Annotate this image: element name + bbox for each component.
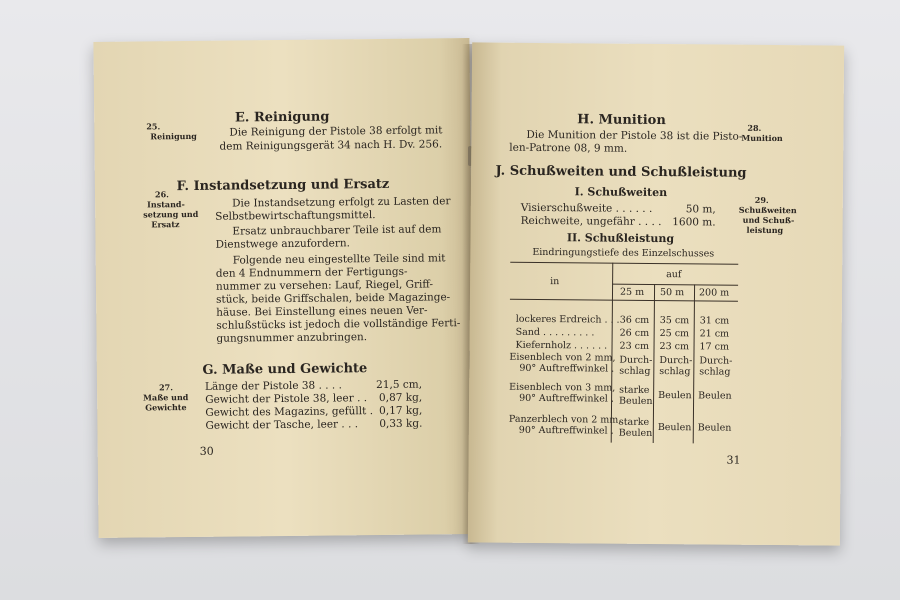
page-number-right: 31 — [726, 453, 741, 467]
table-header-in: in — [550, 276, 560, 288]
table-cell: 26 cm — [619, 327, 650, 339]
dimensions-label: Länge der Pistole 38 . . . . — [204, 379, 342, 393]
table-header-auf: auf — [666, 269, 682, 281]
dimensions-value: 21,5 cm, — [376, 378, 423, 392]
table-header-distance: 50 m — [659, 287, 685, 299]
section-g-side-label: Maße und — [143, 392, 189, 403]
section-f-line: nummer zu versehen: Lauf, Riegel, Griff- — [215, 278, 434, 293]
table-header-distance: 25 m — [619, 286, 645, 298]
table-row-label: Panzerblech von 2 mm, — [508, 413, 622, 426]
section-f-side-label: Instand- — [147, 199, 185, 210]
section-g-side-number: 27. — [158, 382, 174, 393]
range-value: 1600 m. — [672, 216, 716, 229]
table-header-distance: 200 m — [698, 287, 730, 299]
table-cell: Beulen — [618, 427, 653, 439]
section-f-line: Folgende neu eingestellte Teile sind mit — [232, 252, 446, 267]
table-cell: 25 cm — [659, 328, 690, 340]
subsection-schussleistung-heading: II. Schußleistung — [566, 231, 675, 246]
dimensions-label: Gewicht der Pistole 38, leer . . — [205, 392, 368, 406]
table-caption: Eindringungstiefe des Einzelschusses — [532, 246, 715, 260]
section-j-side-number: 29. — [754, 194, 769, 205]
section-f-side-label: Ersatz — [151, 219, 180, 230]
section-f-line: Dienstwege anzufordern. — [215, 237, 351, 251]
dimensions-label: Gewicht des Magazins, gefüllt . — [205, 405, 374, 419]
table-cell: 36 cm — [619, 314, 650, 326]
section-g-heading: G. Maße und Gewichte — [202, 361, 368, 378]
section-f-line: gungsnummer anzubringen. — [216, 331, 368, 345]
table-row-label: Eisenblech von 2 mm, — [509, 351, 616, 364]
subsection-schussweiten-heading: I. Schußweiten — [574, 185, 668, 200]
table-cell: 21 cm — [699, 328, 730, 340]
page-number-left: 30 — [199, 444, 214, 458]
section-h-side-number: 28. — [747, 122, 762, 133]
table-cell: Beulen — [697, 422, 732, 434]
left-page — [93, 38, 474, 538]
section-e-side-label: Reinigung — [150, 130, 197, 142]
section-f-line: Selbstbewirtschaftungsmittel. — [215, 209, 376, 223]
dimensions-value: 0,33 kg. — [379, 417, 423, 431]
table-cell: 35 cm — [659, 315, 690, 327]
section-e-line: Die Reinigung der Pistole 38 erfolgt mit — [229, 124, 443, 139]
table-cell: Durch- — [619, 354, 653, 366]
dimensions-value: 0,17 kg, — [379, 404, 423, 418]
table-cell: Durch- — [659, 355, 693, 367]
table-rule-top — [510, 262, 738, 265]
table-row-label: Kiefernholz . . . . . . — [515, 339, 608, 352]
dimensions-value: 0,87 kg, — [378, 391, 423, 405]
table-cell: schlag — [699, 366, 731, 378]
dimensions-label: Gewicht der Tasche, leer . . . — [205, 418, 359, 432]
section-h-heading: H. Munition — [577, 112, 666, 129]
section-j-side-label: Schußweiten — [738, 204, 797, 216]
section-j-side-label: leistung — [746, 224, 784, 236]
range-label: Visierschußweite . . . . . . — [520, 201, 653, 215]
right-page — [468, 42, 844, 545]
table-cell: Beulen — [698, 390, 732, 402]
section-h-line: len-Patrone 08, 9 mm. — [509, 141, 628, 155]
section-f-heading: F. Instandsetzung und Ersatz — [176, 176, 390, 195]
table-row-label: 90° Auftreffwinkel . — [519, 362, 615, 375]
table-cell: 17 cm — [699, 341, 730, 353]
table-cell: 23 cm — [659, 341, 690, 353]
range-value: 50 m, — [685, 203, 716, 216]
table-row-label: Eisenblech von 3 mm, — [509, 381, 616, 394]
section-f-side-number: 26. — [154, 189, 169, 200]
table-col-divider — [693, 284, 695, 443]
section-h-side-label: Munition — [741, 132, 783, 144]
table-cell: schlag — [619, 365, 651, 377]
table-col-divider — [653, 284, 655, 443]
table-cell: Beulen — [657, 422, 692, 434]
section-f-line: Ersatz unbrauchbarer Teile ist auf dem — [232, 223, 442, 238]
table-row-label: Sand . . . . . . . . . — [515, 326, 595, 339]
table-cell: 31 cm — [699, 315, 730, 327]
section-f-line: schlußstücks ist jedoch die vollständige Ferti- — [216, 317, 461, 332]
table-cell: Beulen — [619, 395, 653, 407]
table-cell: starke — [618, 416, 650, 428]
section-e-side-number: 25. — [146, 121, 161, 132]
range-label: Reichweite, ungefähr . . . . — [520, 214, 662, 229]
section-j-heading: J. Schußweiten und Schußleistung — [495, 163, 747, 181]
section-f-line: häuse. Bei Einstellung eines neuen Ver- — [216, 304, 428, 319]
table-row-label: 90° Auftreffwinkel . — [519, 392, 614, 405]
table-cell: Beulen — [658, 390, 692, 402]
section-e-heading: E. Reinigung — [234, 109, 330, 126]
section-h-line: Die Munition der Pistole 38 ist die Pisto- — [526, 128, 743, 143]
section-f-line: Die Instandsetzung erfolgt zu Lasten der — [232, 195, 451, 210]
section-e-line: dem Reinigungsgerät 34 nach H. Dv. 256. — [219, 138, 443, 153]
section-f-line: stück, beide Griffschalen, beide Magazinge- — [216, 291, 451, 306]
section-g-side-label: Gewichte — [145, 402, 187, 413]
table-cell: schlag — [659, 366, 691, 378]
table-row-label: lockeres Erdreich . . . — [515, 313, 620, 326]
section-f-line: den 4 Endnummern der Fertigungs- — [215, 265, 408, 280]
section-j-side-label: und Schuß- — [742, 214, 795, 226]
table-cell: Durch- — [699, 355, 733, 367]
table-row-label: 90° Auftreffwinkel . — [518, 424, 614, 437]
table-cell: starke — [619, 384, 650, 396]
table-cell: 23 cm — [619, 340, 650, 352]
section-f-side-label: setzung und — [143, 208, 199, 220]
